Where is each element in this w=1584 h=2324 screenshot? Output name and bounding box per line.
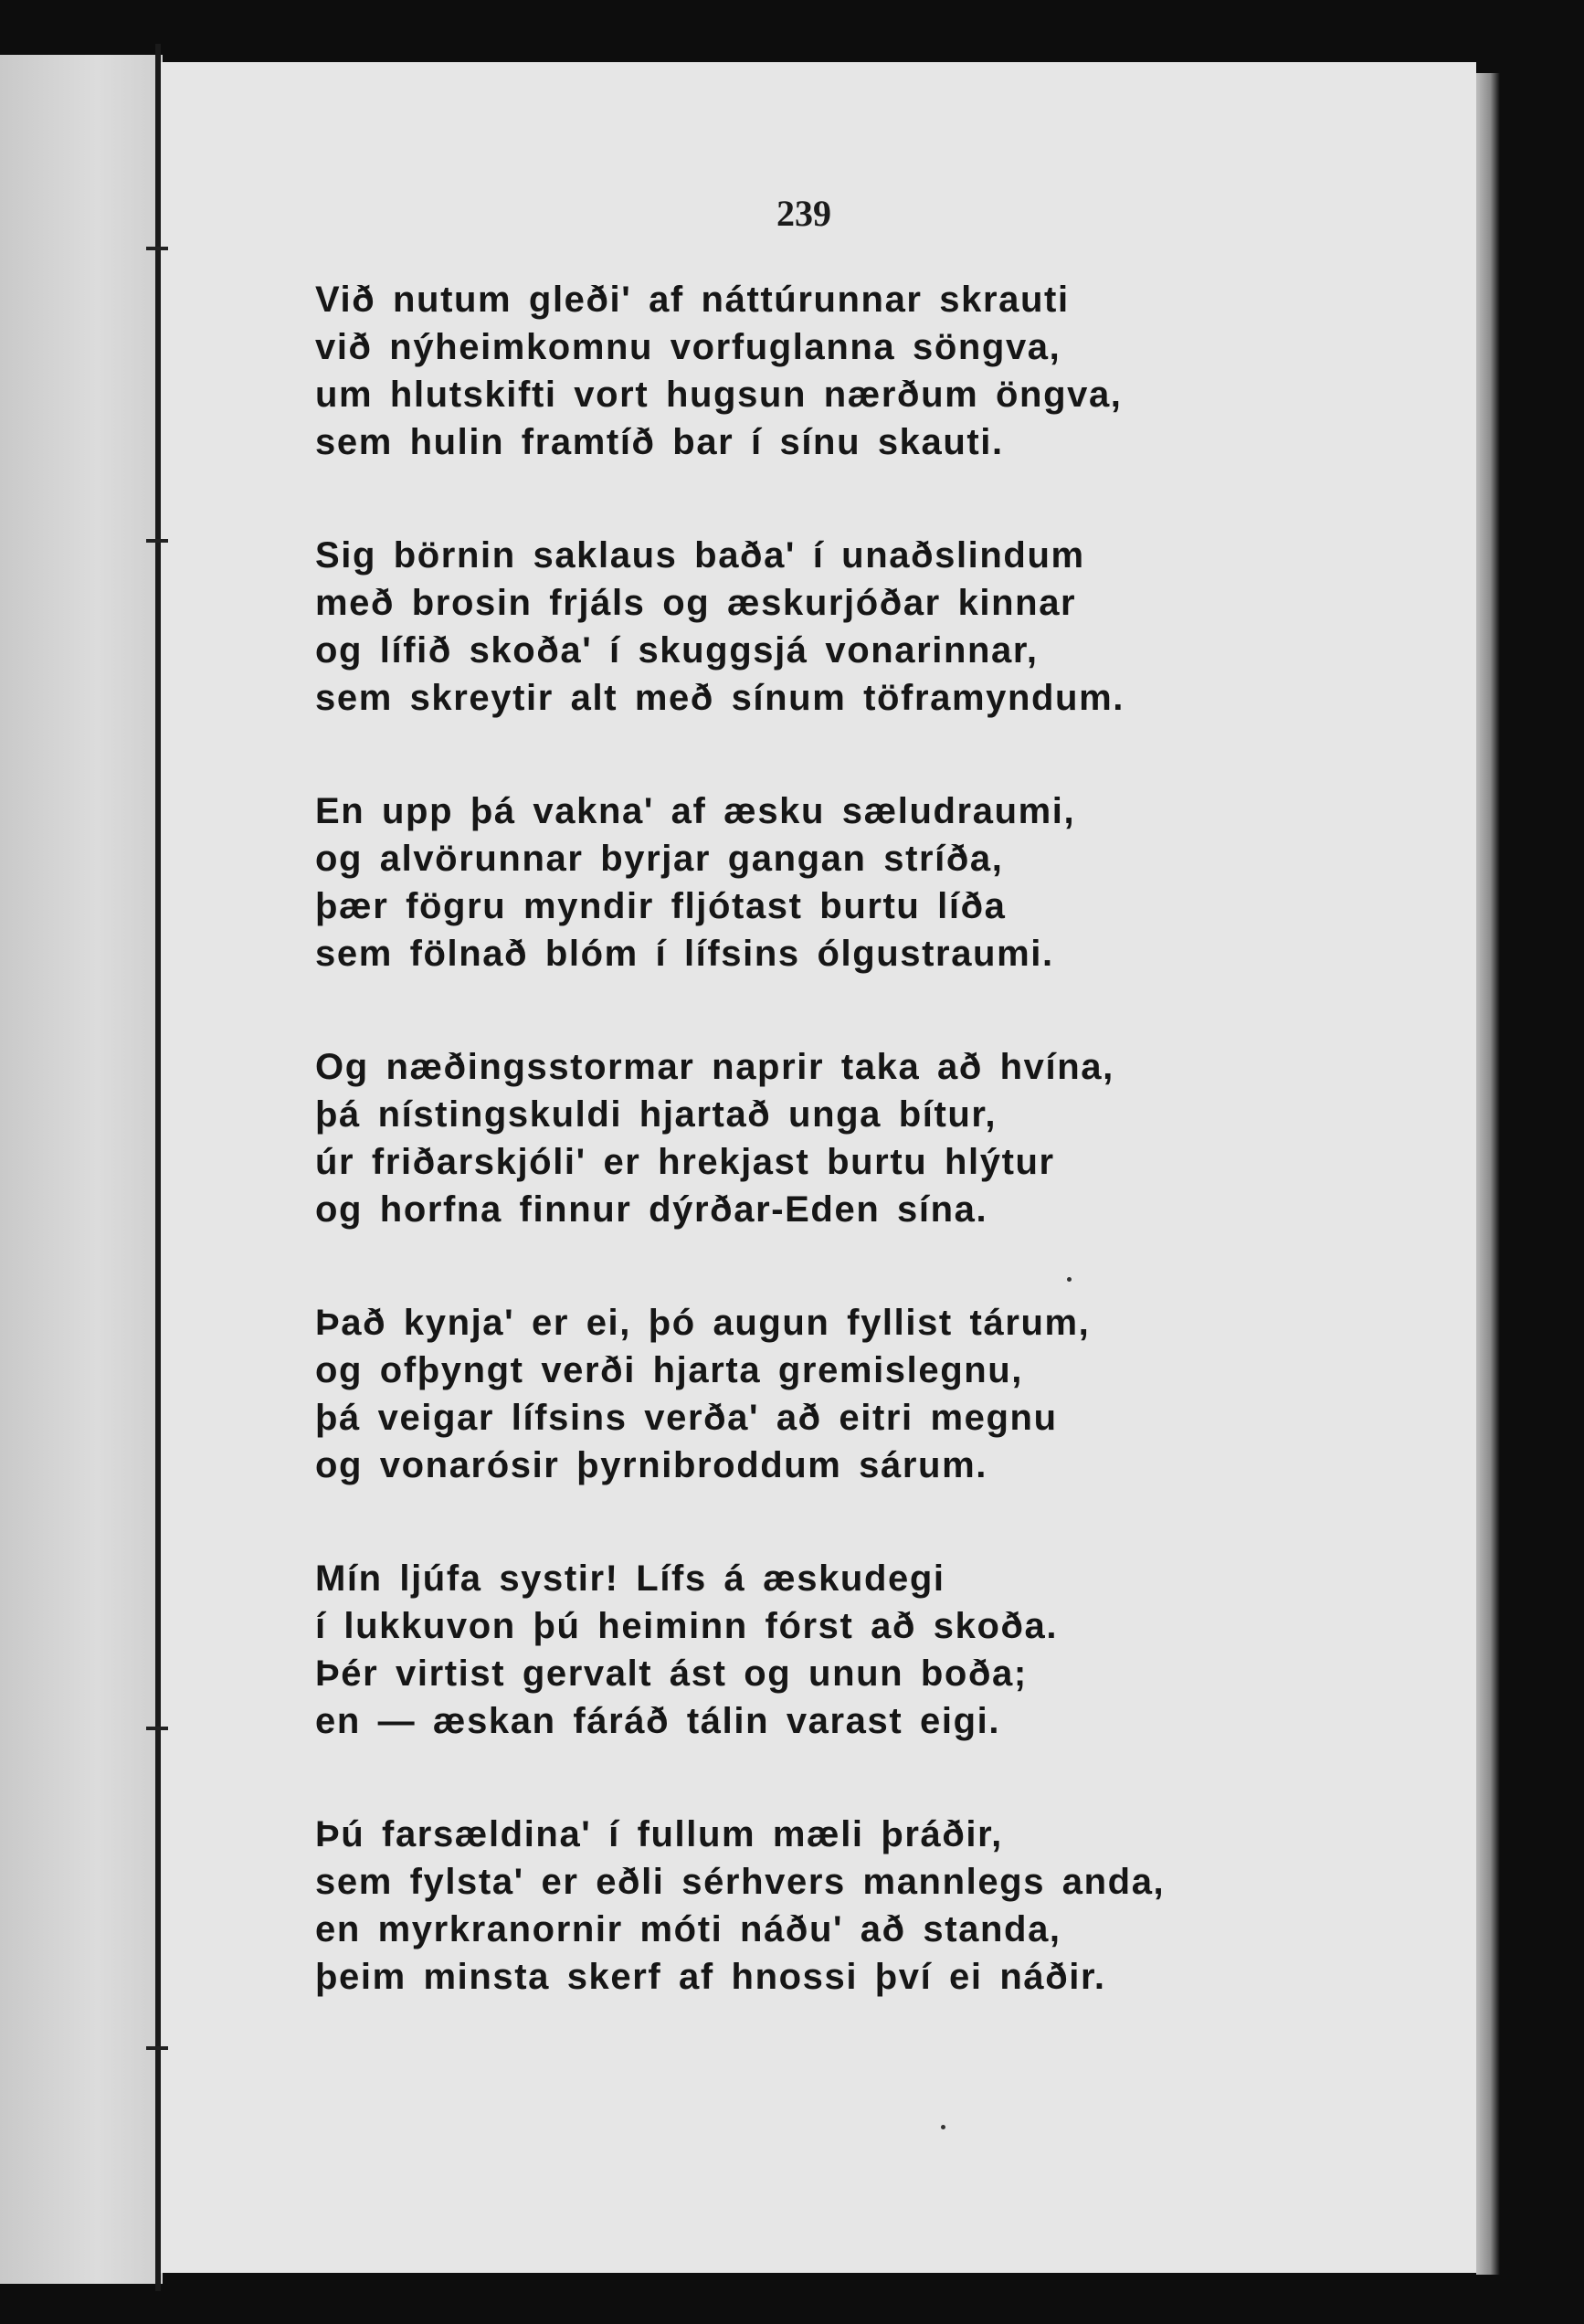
verse-line: Og næðingsstormar naprir taka að hvína, <box>315 1047 1114 1087</box>
verse-line: þá nístingskuldi hjartað unga bítur, <box>315 1094 998 1135</box>
verse-line: í lukkuvon þú heiminn fórst að skoða. <box>315 1606 1059 1646</box>
verse-line: sem fylsta' er eðli sérhvers mannlegs anda, <box>315 1862 1166 1902</box>
verse-line: en — æskan fáráð tálin varast eigi. <box>315 1701 1001 1741</box>
verse-line: þá veigar lífsins verða' að eitri megnu <box>315 1398 1058 1438</box>
stanza <box>315 276 1238 466</box>
verse-line: við nýheimkomnu vorfuglanna söngva, <box>315 327 1061 367</box>
verse-line: og alvörunnar byrjar gangan stríða, <box>315 839 1004 879</box>
facing-page-edge <box>0 55 163 2284</box>
verse-line: þeim minsta skerf af hnossi því ei náðir. <box>315 1957 1106 1997</box>
stanza <box>315 1555 1238 1745</box>
stanza <box>315 532 1238 722</box>
binding-gutter <box>155 44 161 2291</box>
verse-line: sem hulin framtíð bar í sínu skauti. <box>315 422 1004 462</box>
gutter-mark <box>146 2046 168 2050</box>
stanza <box>315 787 1238 977</box>
verse-line: og ofþyngt verði hjarta gremislegnu, <box>315 1350 1024 1390</box>
verse-line: og lífið skoða' í skuggsjá vonarinnar, <box>315 630 1039 671</box>
verse-line: og vonarósir þyrnibroddum sárum. <box>315 1445 987 1485</box>
gutter-mark <box>146 247 168 250</box>
verse-line: þær fögru myndir fljótast burtu líða <box>315 886 1007 926</box>
print-speck <box>941 2125 945 2129</box>
verse-line: Þér virtist gervalt ást og unun boða; <box>315 1653 1028 1694</box>
verse-line: með brosin frjáls og æskurjóðar kinnar <box>315 583 1077 623</box>
verse-line: og horfna finnur dýrðar-Eden sína. <box>315 1189 988 1230</box>
stanza <box>315 1299 1238 1489</box>
verse-line: Mín ljúfa systir! Lífs á æskudegi <box>315 1558 945 1599</box>
verse-line: Þú farsældina' í fullum mæli þráðir, <box>315 1814 1003 1854</box>
gutter-mark <box>146 539 168 543</box>
verse-line: sem fölnað blóm í lífsins ólgustraumi. <box>315 934 1054 974</box>
verse-line: Við nutum gleði' af náttúrunnar skrauti <box>315 280 1070 320</box>
poem-body <box>315 276 1238 2001</box>
verse-line: En upp þá vakna' af æsku sæludraumi, <box>315 791 1076 831</box>
verse-line: um hlutskifti vort hugsun nærðum öngva, <box>315 375 1123 415</box>
gutter-mark <box>146 1727 168 1730</box>
page-stack-edge <box>1476 73 1500 2275</box>
verse-line: Það kynja' er ei, þó augun fyllist tárum, <box>315 1303 1091 1343</box>
stanza <box>315 1811 1238 2001</box>
verse-line: en myrkranornir móti náðu' að standa, <box>315 1909 1061 1949</box>
verse-line: úr friðarskjóli' er hrekjast burtu hlýtur <box>315 1142 1055 1182</box>
verse-line: sem skreytir alt með sínum töframyndum. <box>315 678 1125 718</box>
verse-line: Sig börnin saklaus baða' í unaðslindum <box>315 535 1085 576</box>
stanza <box>315 1043 1238 1233</box>
page-number: 239 <box>776 193 831 234</box>
